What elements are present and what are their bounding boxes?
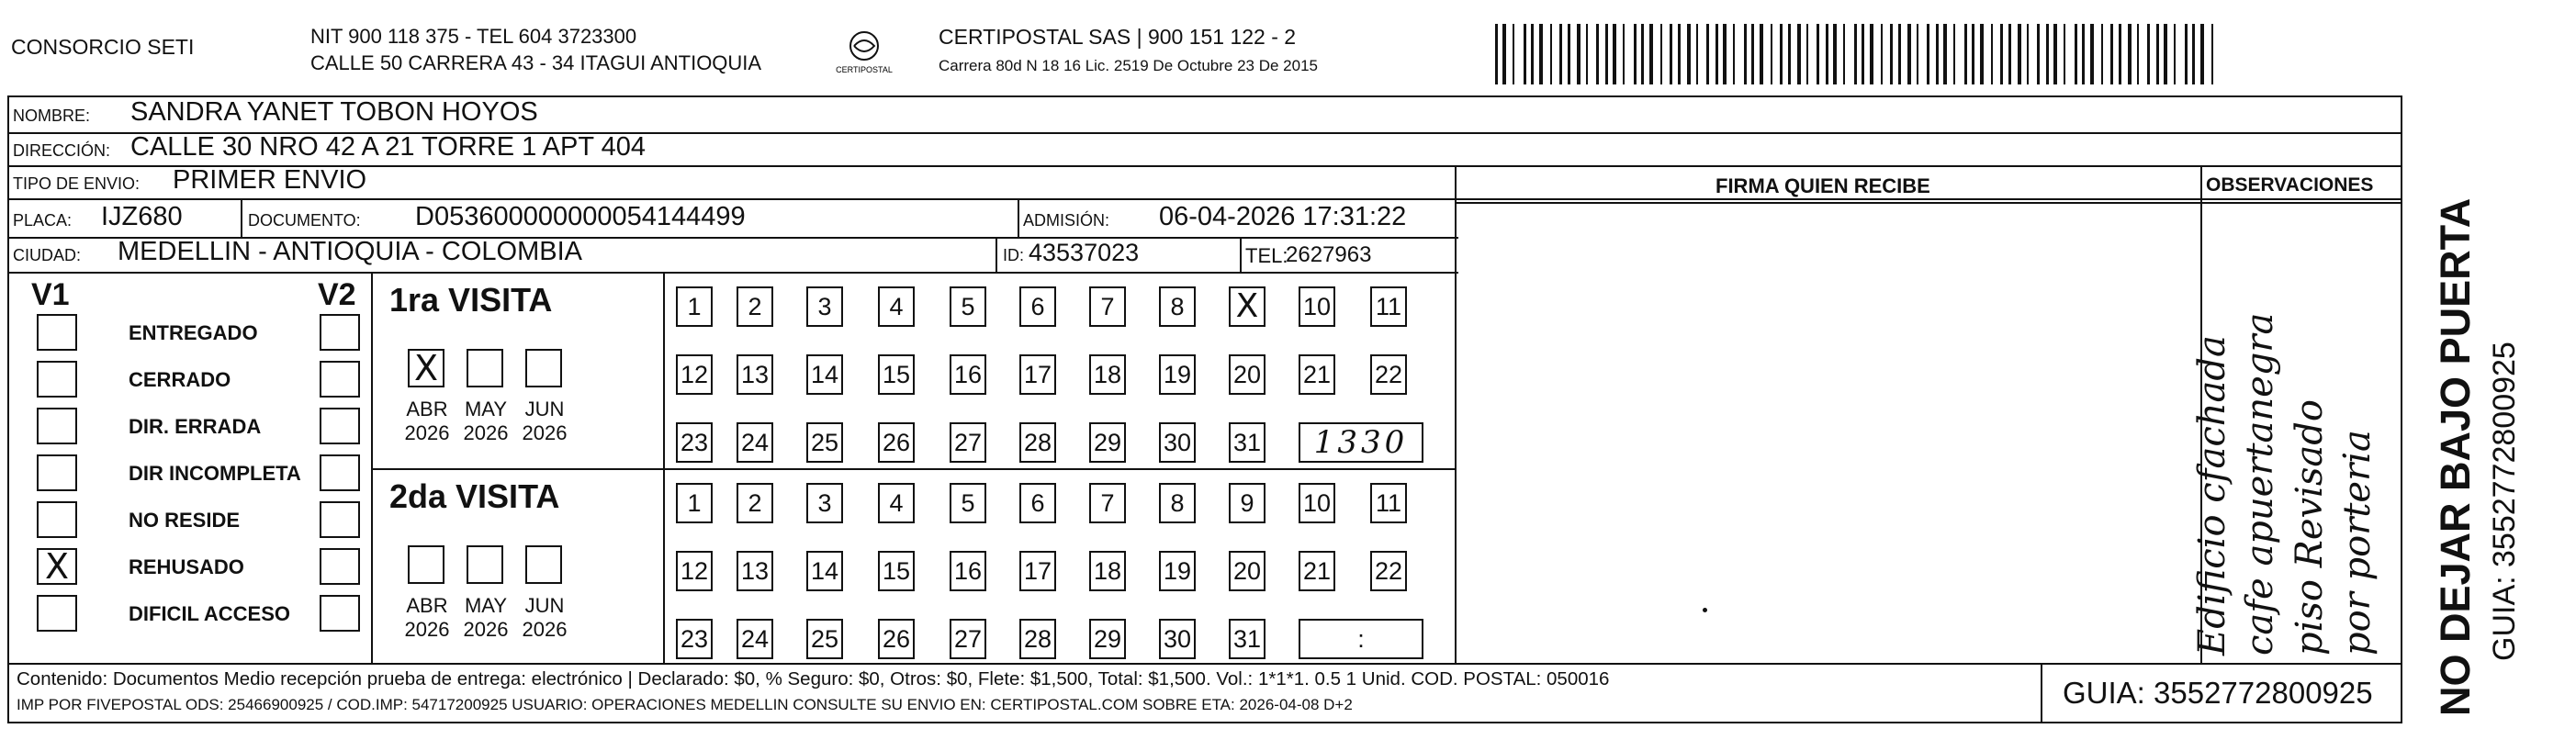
obs-line-4: por porteria	[2336, 430, 2379, 656]
admision-value: 06-04-2026 17:31:22	[1159, 202, 1407, 231]
day-box[interactable]: 12	[676, 354, 713, 395]
day-box[interactable]: 3	[806, 483, 843, 523]
obs-line-3: piso Revisado	[2289, 399, 2331, 656]
day-box[interactable]: 30	[1159, 619, 1196, 659]
status-label: DIR INCOMPLETA	[129, 462, 301, 485]
month-checkbox[interactable]	[408, 545, 444, 584]
day-box[interactable]: 27	[950, 619, 986, 659]
day-box[interactable]: 16	[950, 551, 986, 591]
svg-text:CERTIPOSTAL: CERTIPOSTAL	[836, 65, 893, 74]
day-box[interactable]: 25	[806, 422, 843, 463]
direccion-label: DIRECCIÓN:	[13, 141, 111, 160]
day-box[interactable]: 21	[1299, 551, 1335, 591]
day-box[interactable]: 29	[1089, 619, 1126, 659]
status-v2-checkbox[interactable]	[320, 548, 360, 585]
footer-contenido: Contenido: Documentos Medio recepción prueba de entrega: electrónico | Declarado: $0, % Seguro: $0, Otros: $0, Flete: $1,500, Total: $1,500. Vol.: 1*1*1. 0.5 1 Unid. COD. POSTAL: 050016	[17, 668, 1610, 689]
month-year: 2026	[404, 421, 450, 444]
firma-label: FIRMA QUIEN RECIBE	[1715, 174, 1930, 197]
status-v2-checkbox[interactable]	[320, 408, 360, 444]
status-v1-checkbox[interactable]	[37, 361, 77, 398]
month-year: 2026	[522, 421, 568, 444]
day-box[interactable]: 9	[1229, 483, 1266, 523]
day-box[interactable]: 10	[1299, 286, 1335, 327]
day-box[interactable]: 15	[878, 354, 915, 395]
visit-title: 1ra VISITA	[389, 281, 553, 319]
month-year: 2026	[522, 618, 568, 641]
day-box[interactable]: 18	[1089, 354, 1126, 395]
signature-area[interactable]	[1458, 204, 2199, 661]
month-label: ABR	[406, 398, 448, 420]
day-box[interactable]: 6	[1019, 286, 1056, 327]
tipo-value: PRIMER ENVIO	[173, 165, 367, 195]
day-box[interactable]: 5	[950, 483, 986, 523]
day-box[interactable]: 15	[878, 551, 915, 591]
day-box[interactable]: 30	[1159, 422, 1196, 463]
direccion-value: CALLE 30 NRO 42 A 21 TORRE 1 APT 404	[130, 132, 646, 162]
day-box[interactable]: 28	[1019, 422, 1056, 463]
day-box[interactable]: 1	[676, 483, 713, 523]
day-box[interactable]: 22	[1370, 354, 1407, 395]
day-box[interactable]: 26	[878, 422, 915, 463]
month-label: ABR	[406, 594, 448, 617]
day-box[interactable]: 18	[1089, 551, 1126, 591]
day-box[interactable]: 27	[950, 422, 986, 463]
company-name: CONSORCIO SETI	[11, 35, 195, 59]
day-box[interactable]: 6	[1019, 483, 1056, 523]
observaciones-label: OBSERVACIONES	[2206, 174, 2374, 196]
barcode	[1495, 24, 2226, 84]
status-label: ENTREGADO	[129, 321, 258, 344]
day-box[interactable]: 19	[1159, 551, 1196, 591]
tel-value: 2627963	[1286, 242, 1372, 267]
day-box[interactable]: 24	[737, 619, 773, 659]
day-box[interactable]: 14	[806, 551, 843, 591]
obs-line-1: Edificio cfachada	[2191, 335, 2233, 656]
day-box[interactable]: 17	[1019, 354, 1056, 395]
day-box[interactable]: 31	[1229, 619, 1266, 659]
month-year: 2026	[463, 421, 509, 444]
side-no-dejar: NO DEJAR BAJO PUERTA	[2432, 197, 2479, 716]
day-box[interactable]: 23	[676, 422, 713, 463]
obs-line-2: cafe apuertanegra	[2239, 312, 2281, 656]
side-guia: GUIA: 3552772800925	[2487, 342, 2522, 661]
day-box[interactable]: 8	[1159, 286, 1196, 327]
day-box[interactable]: 17	[1019, 551, 1056, 591]
certipostal-line: CERTIPOSTAL SAS | 900 151 122 - 2	[939, 25, 1297, 49]
footer-guia: GUIA: 3552772800925	[2063, 676, 2373, 710]
documento-value: D053600000000054144499	[415, 202, 746, 231]
day-box[interactable]: 16	[950, 354, 986, 395]
day-box[interactable]: 13	[737, 551, 773, 591]
nit-line: NIT 900 118 375 - TEL 604 3723300	[310, 25, 637, 48]
nombre-value: SANDRA YANET TOBON HOYOS	[130, 97, 538, 127]
day-box[interactable]: 20	[1229, 354, 1266, 395]
day-box[interactable]: 24	[737, 422, 773, 463]
day-box[interactable]: 22	[1370, 551, 1407, 591]
ciudad-value: MEDELLIN - ANTIOQUIA - COLOMBIA	[118, 237, 582, 266]
v1-label: V1	[31, 277, 70, 312]
day-box[interactable]: 4	[878, 483, 915, 523]
documento-label: DOCUMENTO:	[248, 211, 361, 230]
status-v2-checkbox[interactable]	[320, 501, 360, 538]
status-v2-checkbox[interactable]	[320, 361, 360, 398]
month-year: 2026	[404, 618, 450, 641]
status-v2-checkbox[interactable]	[320, 595, 360, 632]
observaciones-handwritten	[2186, 207, 2397, 661]
status-label: NO RESIDE	[129, 509, 241, 532]
status-v1-checkbox[interactable]	[37, 595, 77, 632]
status-label: DIFICIL ACCESO	[129, 602, 291, 625]
day-box[interactable]: 2	[737, 483, 773, 523]
status-v2-checkbox[interactable]	[320, 454, 360, 491]
status-v1-checkbox[interactable]: X	[37, 548, 77, 585]
certipostal-logo	[832, 26, 896, 77]
month-checkbox[interactable]	[525, 545, 562, 584]
month-checkbox[interactable]	[525, 349, 562, 387]
day-box[interactable]: 28	[1019, 619, 1056, 659]
day-box[interactable]: 10	[1299, 483, 1335, 523]
day-box[interactable]: 21	[1299, 354, 1335, 395]
tipo-label: TIPO DE ENVIO:	[13, 174, 141, 193]
day-box[interactable]: 1	[676, 286, 713, 327]
license-line: Carrera 80d N 18 16 Lic. 2519 De Octubre 23 De 2015	[939, 57, 1318, 74]
status-v1-checkbox[interactable]	[37, 501, 77, 538]
status-v1-checkbox[interactable]	[37, 454, 77, 491]
day-box[interactable]: 7	[1089, 286, 1126, 327]
visit-time-box[interactable]: 1330	[1299, 422, 1423, 463]
v2-label: V2	[318, 277, 356, 312]
day-box[interactable]: 5	[950, 286, 986, 327]
footer-imp: IMP POR FIVEPOSTAL ODS: 25466900925 / COD.IMP: 54717200925 USUARIO: OPERACIONES MEDELLIN CONSULTE SU ENVIO EN: CERTIPOSTAL.COM SOBRE ETA: 2026-04-08 D+2	[17, 696, 1353, 713]
day-box[interactable]: 3	[806, 286, 843, 327]
id-label: ID:	[1003, 246, 1025, 264]
month-checkbox[interactable]: X	[408, 349, 444, 387]
status-label: REHUSADO	[129, 555, 244, 578]
day-box[interactable]: 11	[1370, 286, 1407, 327]
visit-time-box[interactable]: :	[1299, 619, 1423, 659]
tel-label: TEL:	[1245, 244, 1288, 267]
month-label: JUN	[524, 398, 565, 420]
status-v1-checkbox[interactable]	[37, 314, 77, 351]
day-box[interactable]: 20	[1229, 551, 1266, 591]
day-box[interactable]: 11	[1370, 483, 1407, 523]
day-box[interactable]: X	[1229, 286, 1266, 327]
admision-label: ADMISIÓN:	[1023, 211, 1110, 230]
address-line: CALLE 50 CARRERA 43 - 34 ITAGUI ANTIOQUIA	[310, 51, 762, 74]
month-year: 2026	[463, 618, 509, 641]
month-label: MAY	[464, 594, 508, 617]
nombre-label: NOMBRE:	[13, 106, 91, 125]
month-label: JUN	[524, 594, 565, 617]
status-label: DIR. ERRADA	[129, 415, 262, 438]
day-box[interactable]: 29	[1089, 422, 1126, 463]
day-box[interactable]: 13	[737, 354, 773, 395]
month-label: MAY	[464, 398, 508, 420]
day-box[interactable]: 7	[1089, 483, 1126, 523]
day-box[interactable]: 2	[737, 286, 773, 327]
placa-value: IJZ680	[101, 202, 183, 231]
day-box[interactable]: 23	[676, 619, 713, 659]
month-checkbox[interactable]	[467, 545, 503, 584]
id-value: 43537023	[1029, 239, 1140, 266]
day-box[interactable]: 25	[806, 619, 843, 659]
month-checkbox[interactable]	[467, 349, 503, 387]
day-box[interactable]: 8	[1159, 483, 1196, 523]
status-label: CERRADO	[129, 368, 231, 391]
day-box[interactable]: 12	[676, 551, 713, 591]
ciudad-label: CIUDAD:	[13, 246, 82, 264]
placa-label: PLACA:	[13, 211, 73, 230]
day-box[interactable]: 31	[1229, 422, 1266, 463]
day-box[interactable]: 4	[878, 286, 915, 327]
side-text	[2415, 101, 2553, 725]
signature-dot	[1703, 608, 1707, 612]
day-box[interactable]: 19	[1159, 354, 1196, 395]
status-v1-checkbox[interactable]	[37, 408, 77, 444]
day-box[interactable]: 14	[806, 354, 843, 395]
status-v2-checkbox[interactable]	[320, 314, 360, 351]
day-box[interactable]: 26	[878, 619, 915, 659]
visit-title: 2da VISITA	[389, 477, 560, 515]
